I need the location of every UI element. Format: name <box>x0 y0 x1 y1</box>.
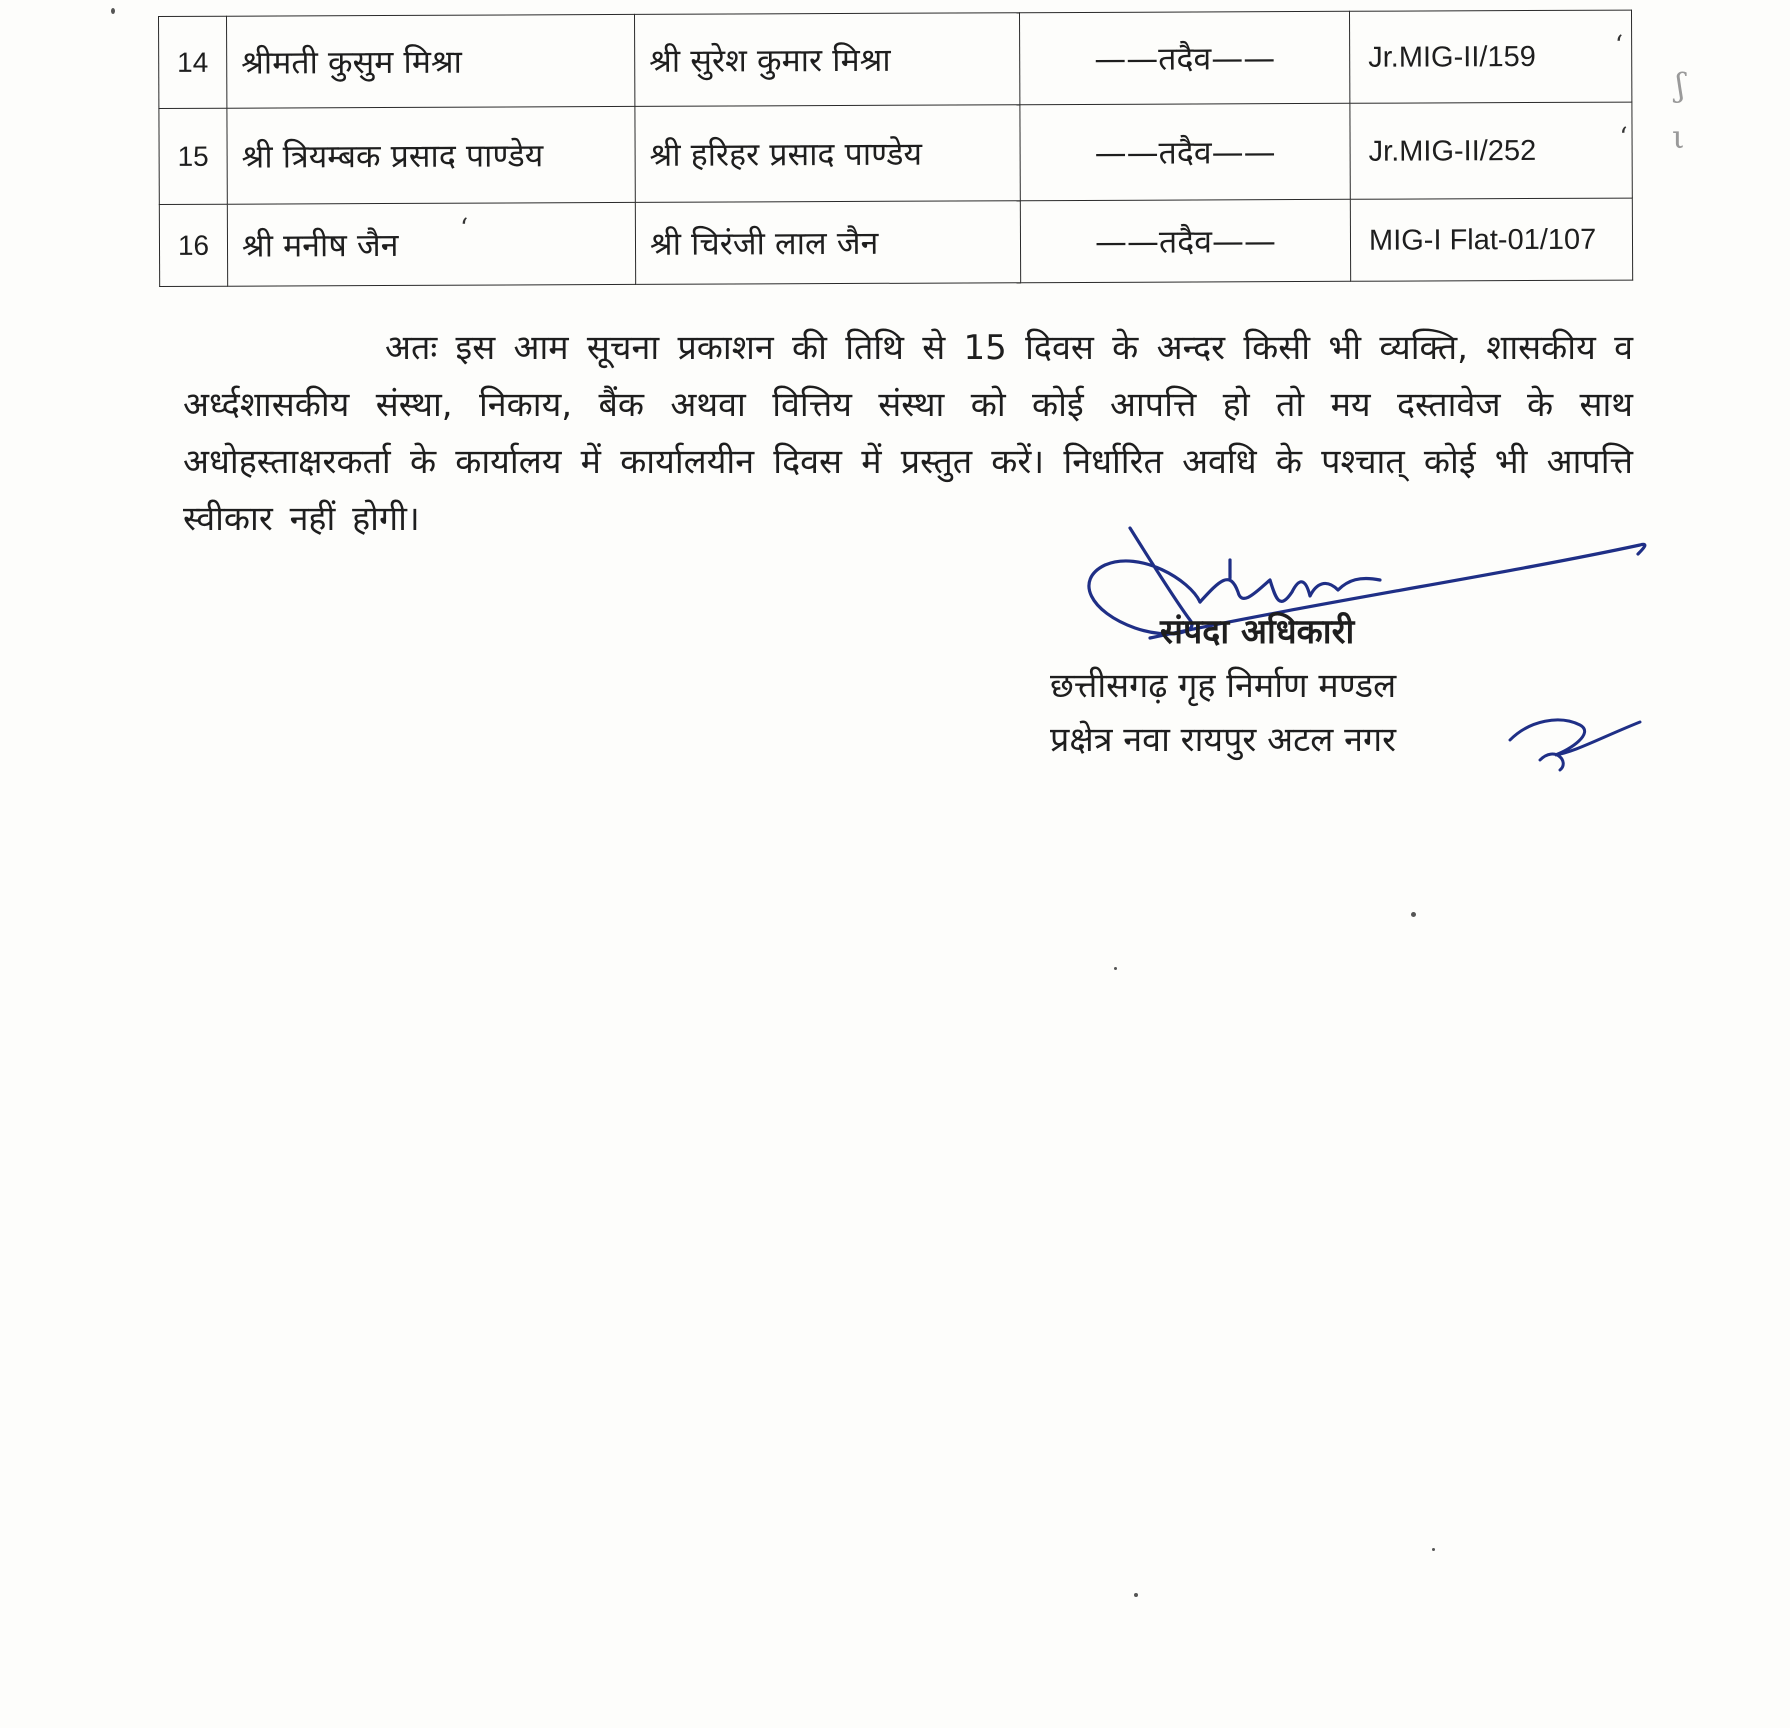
scan-speck <box>111 8 115 14</box>
applicant-name-cell: श्रीमती कुसुम मिश्रा <box>227 14 635 108</box>
scan-speck <box>1134 1593 1138 1597</box>
plot-number-cell <box>1350 102 1632 199</box>
guardian-name-cell: श्री सुरेश कुमार मिश्रा <box>634 13 1019 107</box>
signatory-block <box>1050 605 1570 767</box>
applicant-name-text: श्री मनीष जैन <box>241 225 399 265</box>
remark-cell: ——तदैव—— <box>1019 11 1349 104</box>
signatory-designation: संपदा अधिकारी <box>1160 612 1355 652</box>
plot-number-text: Jr.MIG-II/159 <box>1368 40 1536 74</box>
guardian-name-cell: श्री चिरंजी लाल जैन <box>635 201 1020 285</box>
serial-number-cell: 16 <box>159 204 227 286</box>
notice-paragraph: अतः इस आम सूचना प्रकाशन की तिथि से 15 दिवस के अन्दर किसी भी व्यक्ति, शासकीय व अर्ध्दशासकीय संस्था, निकाय, बैंक अथवा वित्तिय संस्था को कोई आपत्ति हो तो मय दस्तावेज के साथ अधोहस्ताक्षरकर्ता के कार्यालय में कार्यालयीन दिवस में प्रस्तुत करें। निर्धारित अवधि के पश्चात् कोई भी आपत्ति स्वीकार नहीं होगी। <box>183 328 1633 539</box>
serial-number-cell: 15 <box>159 108 227 204</box>
scan-speck <box>1432 1548 1435 1551</box>
initials-mark <box>1500 700 1650 780</box>
check-tick-icon: ʻ <box>1619 122 1628 153</box>
remark-cell: ——तदैव—— <box>1020 199 1350 282</box>
guardian-name-cell: श्री हरिहर प्रसाद पाण्डेय <box>635 105 1020 203</box>
applicant-name-cell <box>227 202 635 286</box>
table-row <box>159 10 1632 108</box>
signatory-office: प्रक्षेत्र नवा रायपुर अटल नगर <box>1050 720 1397 760</box>
scan-edge-mark: ι <box>1672 118 1685 156</box>
plot-number-cell <box>1349 10 1631 103</box>
plot-number-text: Jr.MIG-II/252 <box>1368 134 1537 168</box>
signatory-organization: छत्तीसगढ़ गृह निर्माण मण्डल <box>1050 666 1397 706</box>
serial-number-cell: 14 <box>159 16 227 108</box>
scan-speck <box>1411 912 1416 917</box>
table-row <box>159 102 1632 204</box>
scan-edge-mark: ʃ <box>1676 66 1685 104</box>
allotment-table <box>158 10 1633 287</box>
check-tick-icon: ʻ <box>1614 30 1624 61</box>
table-row <box>159 198 1632 286</box>
remark-cell: ——तदैव—— <box>1020 103 1350 200</box>
scan-speck <box>1114 967 1117 970</box>
plot-number-cell: MIG-I Flat-01/107 <box>1350 198 1632 281</box>
check-tick-icon: ʻ <box>459 213 469 244</box>
applicant-name-cell: श्री त्रियम्बक प्रसाद पाण्डेय <box>227 106 635 204</box>
